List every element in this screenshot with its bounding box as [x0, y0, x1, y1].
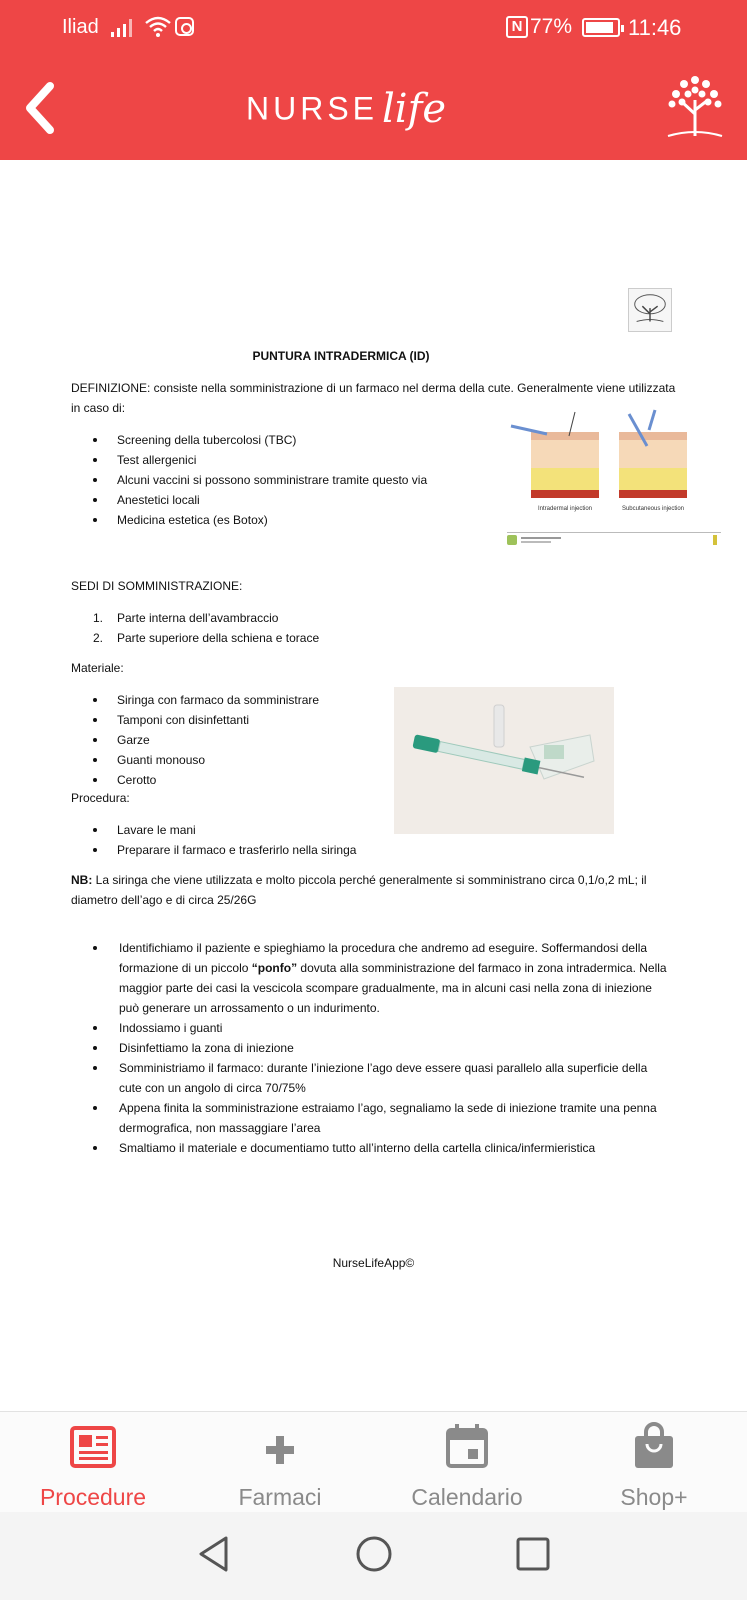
syringe-photo [394, 687, 614, 834]
list-item: 2. Parte superiore della schiena e torace [93, 631, 320, 645]
signal-icon [110, 16, 136, 38]
list-item: Garze [71, 730, 431, 750]
material-heading: Materiale: [71, 661, 124, 675]
procedure-prep-list [71, 820, 431, 860]
instagram-icon [175, 17, 194, 36]
list-item: Anestetici locali [71, 490, 431, 510]
back-triangle-icon[interactable] [196, 1534, 230, 1574]
shopping-bag-icon [631, 1422, 677, 1472]
tree-watermark-icon [628, 288, 672, 332]
diagram-credit-strip [507, 532, 721, 550]
tab-label: Calendario [411, 1484, 523, 1510]
tab-calendario[interactable] [374, 1412, 560, 1513]
plus-icon [257, 1430, 303, 1472]
list-item: Tamponi con disinfettanti [71, 710, 431, 730]
list-item: Disinfettiamo la zona di iniezione [71, 1038, 671, 1058]
tree-logo-icon [660, 70, 730, 142]
list-item: 1. Parte interna dell’avambraccio [93, 611, 279, 625]
battery-icon [582, 18, 620, 37]
list-item: Guanti monouso [71, 750, 431, 770]
back-button[interactable] [18, 78, 62, 138]
list-item: Medicina estetica (es Botox) [71, 510, 431, 530]
list-item: Siringa con farmaco da somministrare [71, 690, 431, 710]
nb-note [71, 870, 681, 910]
tab-label: Shop+ [620, 1484, 688, 1510]
battery-percent: 77% [530, 15, 573, 38]
calendar-icon [444, 1422, 490, 1470]
injection-diagram [507, 406, 721, 528]
wifi-icon [144, 14, 172, 38]
brand-life: life [382, 86, 447, 132]
list-item: Test allergenici [71, 450, 431, 470]
uses-list [71, 430, 431, 530]
definition-text: DEFINIZIONE: consiste nella somministrazione di un farmaco nel derma della cute. Generalmente viene utilizzata in caso di: [71, 381, 676, 415]
carrier-name: Iliad [62, 16, 99, 38]
brand-nurse: NURSE [246, 90, 379, 127]
tab-farmaci[interactable] [187, 1412, 373, 1513]
clock: 11:46 [628, 15, 682, 40]
procedure-document [0, 160, 747, 1410]
list-item: Appena finita la somministrazione estraiamo l’ago, segnaliamo la sede di iniezione tramite una penna dermografica, non massaggiare l’area [71, 1098, 671, 1138]
list-item: Indossiamo i guanti [71, 1018, 671, 1038]
list-item: Somministriamo il farmaco: durante l’iniezione l’ago deve essere quasi parallelo alla superficie della cute con un angolo di circa 70/75% [71, 1058, 671, 1098]
list-item: Lavare le mani [71, 820, 431, 840]
bottom-navigation [0, 1411, 747, 1512]
copyright-footer: NurseLifeApp© [332, 1256, 415, 1270]
nb-text: La siringa che viene utilizzata e molto piccola perché generalmente si somministrano circa 0,1/o,2 mL; il diametro dell’ago e di circa 25/26G [71, 873, 647, 907]
status-bar [0, 0, 747, 56]
tab-label: Procedure [39, 1484, 147, 1510]
list-item: Alcuni vaccini si possono somministrare tramite questo via [71, 470, 431, 490]
system-navigation-bar [0, 1512, 747, 1600]
list-item: Smaltiamo il materiale e documentiamo tutto all’interno della cartella clinica/infermieristica [71, 1138, 671, 1158]
list-item: Cerotto [71, 770, 431, 790]
skin-layers-illustration [507, 406, 721, 528]
tab-shop[interactable] [561, 1412, 747, 1513]
list-item: Preparare il farmaco e trasferirlo nella siringa [71, 840, 431, 860]
tab-label: Farmaci [238, 1484, 322, 1510]
procedure-heading: Procedura: [71, 791, 130, 805]
document-title: PUNTURA INTRADERMICA (ID) [252, 349, 430, 363]
sites-list [71, 608, 431, 648]
tab-procedure[interactable] [0, 1412, 186, 1513]
home-circle-icon[interactable] [354, 1534, 394, 1574]
diagram-label-left: Intradermal injection [537, 506, 593, 512]
list-item: Identifichiamo il paziente e spieghiamo la procedura che andremo ad eseguire. Soffermandosi della formazione di un piccolo “ponfo” dovuta alla somministrazione del farmaco in zona intradermica. Nella maggior parte dei casi la vescicola scompare gradualmente, ma in alcuni casi nella zona di iniezione può generare un arrossamento o un indurimento. [71, 938, 671, 1018]
list-item: Screening della tubercolosi (TBC) [71, 430, 431, 450]
syringe-illustration [394, 687, 614, 834]
app-logo [246, 86, 446, 146]
diagram-label-right: Subcutaneous injection [621, 506, 685, 512]
materials-list [71, 690, 431, 790]
nb-label: NB: [71, 873, 93, 887]
recents-square-icon[interactable] [515, 1534, 551, 1574]
nfc-icon: N [506, 16, 528, 38]
app-header [0, 0, 747, 160]
newspaper-icon [70, 1426, 116, 1468]
sites-heading: SEDI DI SOMMINISTRAZIONE: [71, 579, 243, 593]
procedure-steps-list [71, 938, 671, 1158]
